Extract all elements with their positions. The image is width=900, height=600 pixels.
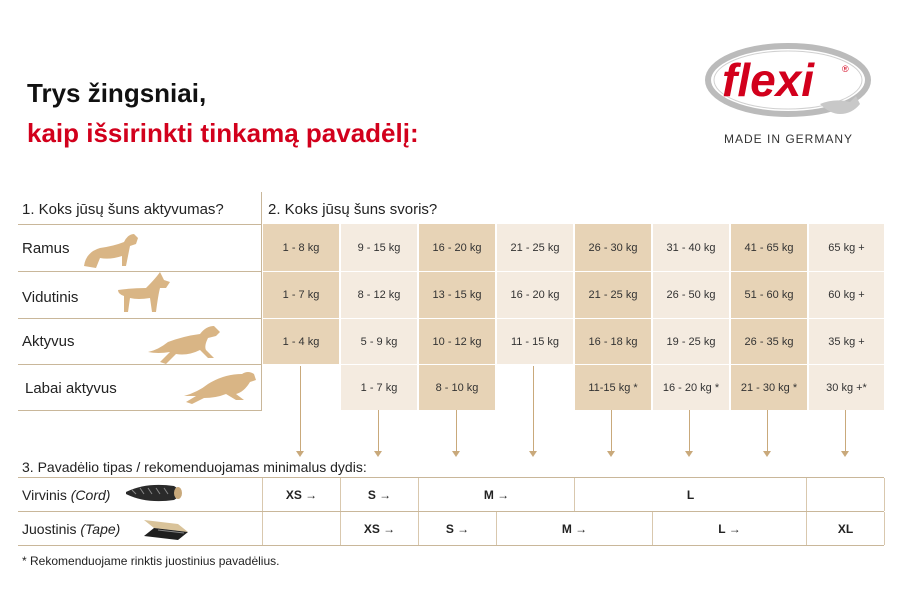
cord-label: Virvinis (Cord)	[22, 487, 111, 503]
weight-cell: 13 - 15 kg	[419, 272, 495, 318]
weight-cell: 11-15 kg *	[575, 365, 651, 410]
step3-heading: 3. Pavadėlio tipas / rekomenduojamas minimalus dydis:	[22, 459, 367, 475]
registered-mark: ®	[842, 64, 849, 74]
tape-size-m: M →	[561, 521, 588, 536]
weight-cell: 8 - 10 kg	[419, 365, 495, 410]
weight-cell: 21 - 25 kg	[497, 224, 573, 271]
weight-cell: 10 - 12 kg	[419, 319, 495, 364]
weight-cell: 1 - 8 kg	[263, 224, 339, 271]
weight-cell: 16 - 18 kg	[575, 319, 651, 364]
cord-size-m: M →	[483, 487, 510, 502]
tape-leash-icon	[140, 514, 192, 542]
cord-leash-icon	[124, 480, 184, 506]
weight-cell: 26 - 50 kg	[653, 272, 729, 318]
step1-heading: 1. Koks jūsų šuns aktyvumas?	[22, 201, 224, 218]
dog-sprinting-icon	[184, 370, 258, 406]
weight-cell: 16 - 20 kg *	[653, 365, 729, 410]
weight-cell: 16 - 20 kg	[419, 224, 495, 271]
flexi-logo-text: flexi	[722, 54, 815, 106]
dog-running-icon	[146, 324, 224, 364]
step2-heading: 2. Koks jūsų šuns svoris?	[268, 201, 438, 218]
arrow-line	[689, 410, 690, 452]
weight-cell: 31 - 40 kg	[653, 224, 729, 271]
weight-cell: 26 - 30 kg	[575, 224, 651, 271]
row-line	[18, 364, 262, 365]
arrow-down-icon	[452, 451, 460, 457]
weight-cell: 41 - 65 kg	[731, 224, 807, 271]
row-line	[18, 410, 262, 411]
cord-size-s: S →	[367, 487, 392, 502]
cord-size-l: L	[686, 487, 695, 502]
weight-cell: 35 kg +	[809, 319, 884, 364]
weight-cell: 21 - 25 kg	[575, 272, 651, 318]
weight-cell: 51 - 60 kg	[731, 272, 807, 318]
weight-cell: 1 - 7 kg	[263, 272, 339, 318]
weight-cell: 5 - 9 kg	[341, 319, 417, 364]
arrow-down-icon	[374, 451, 382, 457]
page-title: Trys žingsniai,	[27, 78, 207, 108]
activity-label-calm: Ramus	[22, 240, 70, 257]
tape-size-xs: XS →	[363, 521, 396, 536]
weight-cell: 11 - 15 kg	[497, 319, 573, 364]
dog-sitting-icon	[80, 230, 140, 270]
weight-cell: 8 - 12 kg	[341, 272, 417, 318]
arrow-down-icon	[763, 451, 771, 457]
arrow-down-icon	[607, 451, 615, 457]
arrow-line	[767, 410, 768, 452]
weight-cell: 16 - 20 kg	[497, 272, 573, 318]
weight-cell: 30 kg +*	[809, 365, 884, 410]
arrow-down-icon	[529, 451, 537, 457]
arrow-line	[845, 410, 846, 452]
arrow-down-icon	[841, 451, 849, 457]
weight-cell: 19 - 25 kg	[653, 319, 729, 364]
activity-label-medium: Vidutinis	[22, 289, 79, 306]
row-line	[18, 224, 262, 225]
leash-sep	[806, 478, 807, 511]
flexi-logo	[700, 38, 880, 128]
weight-cell: 60 kg +	[809, 272, 884, 318]
arrow-line	[533, 366, 534, 452]
arrow-line	[378, 410, 379, 452]
weight-cell: 1 - 7 kg	[341, 365, 417, 410]
made-in-label: MADE IN GERMANY	[724, 132, 854, 146]
cord-size-xs: XS →	[285, 487, 318, 502]
activity-label-very-active: Labai aktyvus	[25, 380, 117, 397]
leash-sep	[262, 512, 263, 545]
footnote: * Rekomenduojame rinktis juostinius pavadėlius.	[22, 554, 280, 568]
arrow-down-icon	[296, 451, 304, 457]
weight-cell: 21 - 30 kg *	[731, 365, 807, 410]
leash-sep	[884, 512, 885, 545]
arrow-line	[611, 410, 612, 452]
tape-label: Juostinis (Tape)	[22, 521, 121, 537]
arrow-line	[300, 366, 301, 452]
page-subtitle: kaip išsirinkti tinkamą pavadėlį:	[27, 118, 419, 148]
weight-cell: 1 - 4 kg	[263, 319, 339, 364]
leash-sep	[884, 478, 885, 511]
weight-cell: 65 kg +	[809, 224, 884, 271]
weight-cell: 26 - 35 kg	[731, 319, 807, 364]
dog-standing-icon	[112, 272, 174, 316]
arrow-down-icon	[685, 451, 693, 457]
activity-label-active: Aktyvus	[22, 333, 75, 350]
row-line	[18, 318, 262, 319]
tape-size-l: L →	[718, 521, 741, 536]
tape-size-s: S →	[445, 521, 470, 536]
arrow-line	[456, 410, 457, 452]
weight-cell: 9 - 15 kg	[341, 224, 417, 271]
tape-size-xl: XL	[837, 521, 854, 536]
leash-row-line	[18, 545, 884, 546]
